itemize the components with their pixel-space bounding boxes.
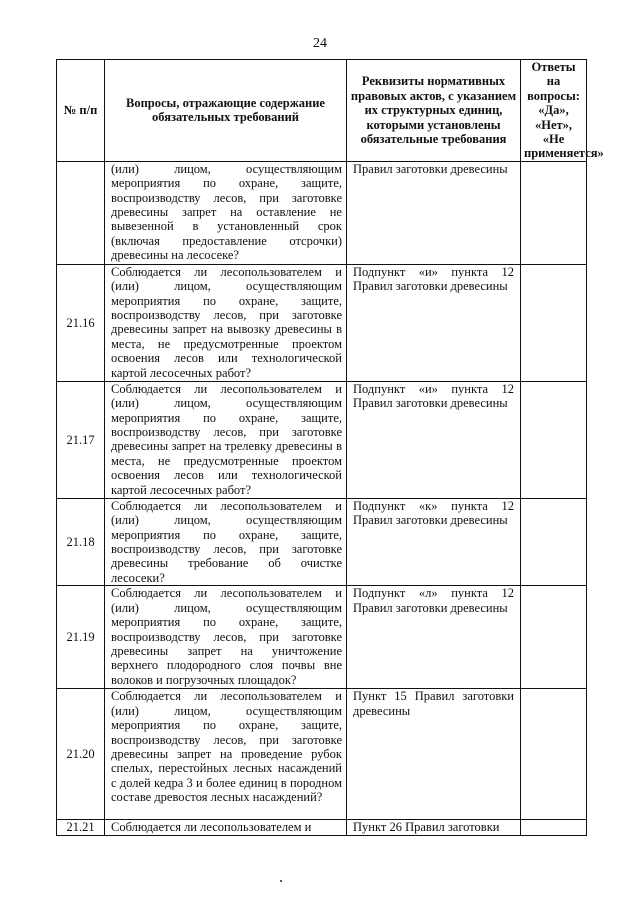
row-number: 21.17 [57,381,105,498]
row-answer-cell[interactable] [521,381,587,498]
header-num: № п/п [57,60,105,162]
header-question: Вопросы, отражающие содержание обязательных требований [105,60,347,162]
row-answer-cell[interactable] [521,161,587,264]
row-question: Соблюдается ли лесопользователем и (или) лицом, осуществляющим мероприятия по охране, защите, воспроизводству лесов, при заготовке древесины требование об очистке лесосеки? [105,498,347,585]
table-row [57,820,587,835]
table-row [57,381,587,498]
header-requisites: Реквизиты нормативных правовых актов, с указанием их структурных единиц, которыми установлены обязательные требования [347,60,521,162]
row-answer-cell[interactable] [521,820,587,835]
requirements-table [56,59,604,836]
row-number [57,161,105,264]
row-answer-cell[interactable] [521,498,587,585]
table-row [57,689,587,820]
row-question: Соблюдается ли лесопользователем и (или) лицом, осуществляющим мероприятия по охране, защите, воспроизводству лесов, при заготовке древесины запрет на проведение рубок спелых, перестойных лесных насаждений с долей кедра 3 и более единиц в породном составе древостоя лесных насаждений? [105,689,347,820]
scan-speck [280,880,282,882]
row-requisites: Подпункт «к» пункта 12 Правил заготовки древесины [347,498,521,585]
row-question: Соблюдается ли лесопользователем и (или) лицом, осуществляющим мероприятия по охране, защите, воспроизводству лесов, при заготовке древесины запрет на вывозку древесины в места, не предусмотренные проектом освоения лесов или технологической картой лесосечных работ? [105,264,347,381]
table-row [57,161,587,264]
row-number: 21.21 [57,820,105,835]
row-question: Соблюдается ли лесопользователем и (или) лицом, осуществляющим мероприятия по охране, защите, воспроизводству лесов, при заготовке древесины запрет на трелевку древесины в места, не предусмотренные проектом освоения лесов или технологической картой лесосечных работ? [105,381,347,498]
table-row [57,586,587,689]
row-question: (или) лицом, осуществляющим мероприятия по охране, защите, воспроизводству лесов, при заготовке древесины запрет на оставление не вывезенной в установленный срок (включая предоставление отсрочки) древесины на лесосеке? [105,161,347,264]
row-number: 21.16 [57,264,105,381]
table-header-row [57,60,587,162]
row-question: Соблюдается ли лесопользователем и [105,820,347,835]
row-number: 21.19 [57,586,105,689]
row-number: 21.20 [57,689,105,820]
row-requisites: Подпункт «л» пункта 12 Правил заготовки древесины [347,586,521,689]
row-number: 21.18 [57,498,105,585]
row-answer-cell[interactable] [521,689,587,820]
table-row [57,264,587,381]
row-requisites: Пункт 26 Правил заготовки [347,820,521,835]
row-answer-cell[interactable] [521,586,587,689]
row-requisites: Правил заготовки древесины [347,161,521,264]
row-requisites: Пункт 15 Правил заготовки древесины [347,689,521,820]
table-row [57,498,587,585]
row-requisites: Подпункт «и» пункта 12 Правил заготовки древесины [347,264,521,381]
page-number: 24 [313,36,327,51]
row-requisites: Подпункт «и» пункта 12 Правил заготовки древесины [347,381,521,498]
row-question: Соблюдается ли лесопользователем и (или) лицом, осуществляющим мероприятия по охране, защите, воспроизводству лесов, при заготовке древесины запрет на уничтожение верхнего плодородного слоя почвы вне волоков и погрузочных площадок? [105,586,347,689]
header-answer: Ответы на вопросы: «Да», «Нет», «Не применяется» [521,60,587,162]
row-answer-cell[interactable] [521,264,587,381]
